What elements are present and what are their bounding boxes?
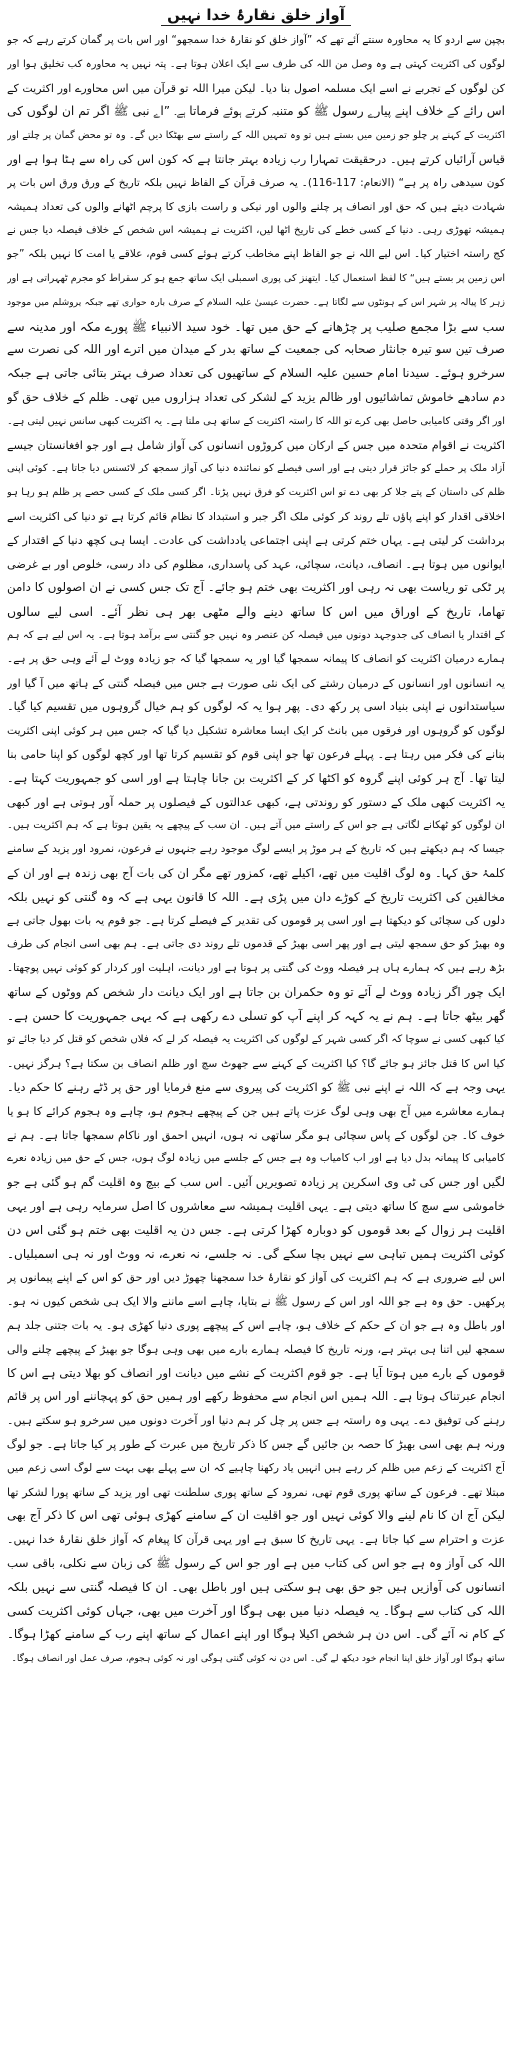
article-line: سرخرو ہوئے۔ سیدنا امام حسین علیہ السلام کے ساتھیوں کی تعداد صرف بہتر بتائی جاتی ہے جبکہ <box>7 366 505 381</box>
article-title: آواز خلق نقارۂ خدا نہیں <box>161 6 351 26</box>
article-line: اور باطل وہ ہے جو ان کے حکم کے خلاف ہو، چاہے اس کے پیچھے پوری دنیا کھڑی ہو۔ یہ بات جتنی جلد ہم <box>7 1319 505 1333</box>
article-line: کے کام نہ آئے گی۔ اس دن ہر شخص اکیلا ہوگا اور اپنے اعمال کے ساتھ اپنے رب کے سامنے کھڑا ہوگا۔ <box>7 1627 505 1642</box>
article-line: اللہ کی کتاب سے ہوگا۔ یہ فیصلہ دنیا میں بھی ہوگا اور آخرت میں بھی، جہاں کوئی اکثریت کسی <box>7 1603 505 1618</box>
article-line: کیا کبھی کسی نے سوچا کہ اگر کسی شہر کے لوگوں کی اکثریت یہ فیصلہ کر لے کہ فلاں شخص کو قتل کر دیا جائے تو <box>7 1034 505 1046</box>
article-line: اکثریت کے کہنے پر چلو جو زمین میں بستے ہیں تو وہ تمہیں اللہ کے راستے سے بھٹکا دیں گے۔ وہ تو محض گمان پر چلتے اور <box>7 130 505 142</box>
article-line: مبتلا تھے۔ فرعون کے ساتھ پوری قوم تھی، نمرود کے ساتھ پوری سلطنت تھی اور یزید کے ساتھ پورا لشکر تھا <box>7 1485 505 1499</box>
article-line: انجام عبرتناک ہوتا ہے۔ اللہ ہمیں اس انجام سے محفوظ رکھے اور ہمیں حق کو پہچاننے اور اس پر قائم <box>7 1389 505 1404</box>
article-line: اس لیے ضروری ہے کہ ہم اکثریت کی آواز کو نقارۂ خدا سمجھنا چھوڑ دیں اور حق کو اس کے اپنے پیمانوں پر <box>7 1271 505 1285</box>
article-line: ہمیشہ تھوڑی رہی۔ دنیا کے کسی خطے کی تاریخ اٹھا لیں، اکثریت نے ہمیشہ اس شخص کے خلاف فیصلہ دیا جس نے <box>7 225 505 237</box>
article-line: ایک چور اگر زیادہ ووٹ لے آئے تو وہ حکمران بن جاتا ہے اور ایک دیانت دار شخص کم ووٹوں کے ساتھ <box>7 984 505 999</box>
article-line: زہر کا پیالہ پر شہر اس کے ہونٹوں سے لگاتا ہے۔ حضرت عیسیٰ علیہ السلام کے صرف بارہ حواری تھے جبکہ یروشلم میں موجود <box>7 296 505 308</box>
article-line: عزت و احترام سے کیا جاتا ہے۔ یہی تاریخ کا سبق ہے اور یہی قرآن کا پیغام کہ آواز خلق نقارۂ خدا نہیں۔ <box>7 1533 505 1547</box>
article-line: یہی وجہ ہے کہ اللہ نے اپنے نبی ﷺ کو اکثریت کی پیروی سے منع فرمایا اور حق پر ڈٹے رہنے کا حکم دیا۔ <box>7 1080 505 1095</box>
article-line: اور اگر وقتی کامیابی حاصل بھی کرے تو اللہ کا راستہ اکثریت کے ساتھ ہی ملتا ہے۔ یہ اکثریت کبھی سانس نہیں لیتی ہے۔ <box>7 415 505 427</box>
article-line: بنانے کی فکر میں رہتا ہے۔ پہلے فرعون تھا جو اپنی قوم کو تقسیم کرتا تھا اور کچھ لوگوں کو اپنا حامی بنا <box>7 747 505 761</box>
article-line: سیاستدانوں نے اپنی بنیاد اسی پر رکھ دی۔ پھر ہوا یہ کہ لوگوں کو ہم خیال گروہوں میں تقسیم کیا گیا۔ <box>7 699 505 714</box>
article-line: سب سے بڑا مجمع صلیب پر چڑھانے کے حق میں تھا۔ خود سید الانبیاء ﷺ پورے مکہ اور مدینہ سے <box>7 318 505 334</box>
article-line: دلوں کی سچائی کو دیکھتا ہے اور اسی پر قوموں کی تقدیر کے فیصلے کرتا ہے۔ جو قوم یہ بات بھول جاتی ہے <box>7 914 505 928</box>
article-line: اکثریت نے اقوام متحدہ میں جس کے ارکان میں کروڑوں انسانوں کی آواز شامل ہے اور جو افغانستان جیسے <box>7 438 505 452</box>
article-line: کیا اس کا قتل جائز ہو جائے گا؟ کیا اکثریت کے کہنے سے جھوٹ سچ اور ظلم انصاف بن سکتا ہے؟ ہرگز نہیں۔ <box>7 1057 505 1071</box>
article-line: جیسا کہ ہم دیکھتے ہیں کہ تاریخ کے ہر موڑ پر ایسے لوگ موجود رہے جنہوں نے فرعون، نمرود اور یزید کے سامنے <box>7 843 505 856</box>
article-line: یہ انسانوں اور انسانوں کے درمیان رشتے کی ایک نئی صورت ہے جس میں فیصلہ گنتی کے ہاتھ میں آ گیا اور <box>7 676 505 690</box>
article-line: دم سادھے خاموش تماشائیوں اور ظالم یزید کے لشکر کی تعداد ہزاروں میں تھی۔ ظلم کے خلاف حق گو <box>7 389 505 404</box>
article-line: برداشت کر لیتی ہے۔ یہاں ختم کرتی ہے اپنی اجتماعی یادداشت کی عادت۔ ایسا ہی کچھ دنیا کے اقتدار کے <box>7 533 505 547</box>
article-line: کامیابی کا پیمانہ بدل دیا ہے اور اب کامیاب وہ ہے جس کے جلسے میں زیادہ لوگ ہوں، جس کے حق میں زیادہ نعرے <box>7 1152 505 1165</box>
article-line: شہادت دیتے ہیں کہ حق اور انصاف پر چلنے والوں اور نیکی و راست بازی کا پرچم اٹھانے والوں کی تعداد ہمیشہ <box>7 200 505 213</box>
article-line: کج راستہ اختیار کیا۔ اس لیے اللہ نے جو الفاظ اپنے مخاطب کرتے ہوئے کسی قوم، علاقے یا امت کا نہیں بلکہ ”جو <box>7 248 505 261</box>
article-line: وہ بھیڑ کو حق سمجھ لیتی ہے اور پھر اسی بھیڑ کے قدموں تلے روند دی جاتی ہے۔ ہم بھی اسی انجام کی طرف <box>7 938 505 951</box>
article-line: بچپن سے اردو کا یہ محاورہ سنتے آئے تھے کہ ”آواز خلق کو نقارۂ خدا سمجھو“ اور اس بات پر گمان کرتے رہے کہ جو <box>7 34 505 46</box>
article-line: ہمارے درمیان اکثریت کو انصاف کا پیمانہ سمجھا گیا اور یہ سمجھا گیا کہ جو زیادہ ووٹ لے آئے وہی حق پر ہے۔ <box>7 652 505 665</box>
article-line: ہمارے معاشرے میں آج بھی وہی لوگ عزت پاتے ہیں جن کے پیچھے ہجوم ہو، چاہے وہ ہجوم کرائے کا ہو یا <box>7 1104 505 1118</box>
article-line: لیتا تھا۔ آج ہر کوئی اپنے گروہ کو اکٹھا کر کے اکثریت بن جانا چاہتا ہے اور اسی کو جمہوریت کہتا ہے۔ <box>7 770 505 785</box>
article-line: یہ اکثریت کبھی ملک کے دستور کو روندتی ہے، کبھی عدالتوں کے فیصلوں پر حملہ آور ہوتی ہے اور کبھی <box>7 794 505 809</box>
article-line: اللہ کی آواز وہ ہے جو اس کی کتاب میں ہے اور جو اس کے رسول ﷺ کی زبان سے نکلی، باقی سب <box>7 1556 505 1570</box>
article-body <box>7 29 505 1671</box>
article-line: اس زمین پر بستے ہیں“ کا لفظ استعمال کیا۔ ایتھنز کی پوری اسمبلی ایک ساتھ جمع ہو کر سقراط کو مجرم ٹھہراتی ہے اور <box>7 272 505 284</box>
article-line: لیکن آج ان کا نام لینے والا کوئی نہیں اور جو اقلیت ان کے سامنے کھڑی ہوئی تھی اس کا ذکر آج بھی <box>7 1508 505 1523</box>
article-line: ظلم کی داستان کے پتے جلا کر بھی دے تو اس اکثریت کو فرق نہیں پڑتا۔ اگر کسی ملک کے کسی حصے پر ظلم ہو رہا ہو <box>7 487 505 499</box>
article-line: قوموں کے بارے میں ہوتا آیا ہے۔ جو قوم اکثریت کے نشے میں دیانت اور انصاف کو بھلا دیتی ہے اس کا <box>7 1365 505 1380</box>
article-line: رہنے کی توفیق دے۔ یہی وہ راستہ ہے جس پر چل کر ہم دنیا اور آخرت دونوں میں سرخرو ہو سکتے ہیں۔ <box>7 1414 505 1428</box>
article-line: ان لوگوں کو ٹھکانے لگاتی ہے جو اس کے راستے میں آتے ہیں۔ ان سب کے پیچھے یہ یقین ہوتا ہے کہ ہم اکثریت ہیں۔ <box>7 820 505 832</box>
article-line: آزاد ملک پر حملے کو جائز قرار دیتی ہے اور اسی فیصلے کو نمائندہ دنیا کی آواز سمجھ کر لائسنس دیا جاتا ہے۔ کوئی اپنی <box>7 463 505 475</box>
article-line: کلمۂ حق کہا۔ وہ لوگ اقلیت میں تھے، اکیلے تھے، کمزور تھے مگر ان کی بات آج بھی زندہ ہے اور ان کے <box>7 865 505 880</box>
article-line: تھاما، تاریخ کے اوراق میں اس کا ساتھ دینے والے مٹھی بھر ہی نظر آئے۔ اسی لیے سالوں <box>7 604 505 620</box>
article-line: سمجھ لیں اتنا ہی بہتر ہے، ورنہ تاریخ کا فیصلہ ہمارے بارے میں بھی وہی ہوگا جو بھیڑ کے پیچھے چلنے والی <box>7 1342 505 1356</box>
article-line: کوئی اکثریت ہمیں تباہی سے نہیں بچا سکے گی۔ نہ جلسے، نہ نعرے، نہ ووٹ اور نہ ہی اسمبلیاں۔ <box>7 1246 505 1261</box>
article-line: لوگوں کو گروہوں اور فرقوں میں بانٹ کر ایک ایسا معاشرہ تشکیل دیا گیا کہ جس میں ہر کوئی اپنی اکثریت <box>7 724 505 738</box>
article-line: اخلاقی اقدار کو اپنے پاؤں تلے روند کر کوئی ملک اگر جبر و استبداد کا نظام قائم کرتا ہے تو دنیا کی اکثریت اسے <box>7 509 505 523</box>
article-line: خوف کا۔ جن لوگوں کے پاس سچائی ہو مگر ساتھی نہ ہوں، انہیں احمق اور ناکام سمجھا جاتا ہے۔ ہم نے <box>7 1128 505 1142</box>
article-line: ورنہ ہم بھی اسی بھیڑ کا حصہ بن جائیں گے جس کا ذکر تاریخ میں عبرت کے طور پر کیا جاتا ہے۔ جو لوگ <box>7 1437 505 1452</box>
article-line: انسانوں کی آوازیں ہیں جو حق بھی ہو سکتی ہیں اور باطل بھی۔ ان کا فیصلہ گنتی سے نہیں بلکہ <box>7 1579 505 1594</box>
article-line: پر ٹکی تو ریاست بھی نہ رہی اور اکثریت بھی ختم ہو جائے۔ آج تک جس کسی نے ان اصولوں کا دامن <box>7 580 505 595</box>
article-line: صرف تین سو تیرہ جانثار صحابہ کی جمعیت کے ساتھ بدر کے میدان میں اترے اور اللہ کی نصرت سے <box>7 342 505 357</box>
article-line: خاموشی سے سچ کا ساتھ دیتی ہے۔ یہی اقلیت ہمیشہ سے معاشروں کا اصل سرمایہ رہی ہے اور یہی <box>7 1199 505 1214</box>
article-line: بڑھ رہے ہیں کہ ہمارے ہاں ہر فیصلہ ووٹ کی گنتی پر ہوتا ہے اور دیانت، اہلیت اور کردار کو کوئی نہیں پوچھتا۔ <box>7 962 505 975</box>
article-line: اس رائے کے خلاف اپنے پیارے رسول ﷺ کو متنبہ کرتے ہوئے فرماتا ہے۔ ”اے نبی ﷺ اگر تم ان لوگوں کی <box>7 104 505 119</box>
article-line: پرکھیں۔ حق وہ ہے جو اللہ اور اس کے رسول ﷺ نے بتایا، چاہے اسے ماننے والا ایک ہی شخص کیوں نہ ہو۔ <box>7 1295 505 1309</box>
article-line: لوگوں کی اکثریت کہتی ہے وہ وصل من اللہ کی طرف سے ایک اعلان ہوتا ہے۔ پتہ نہیں یہ محاورہ کب تخلیق ہوا اور <box>7 58 505 70</box>
article-line: قیاس آرائیاں کرتے ہیں۔ درحقیقت تمہارا رب زیادہ بہتر جانتا ہے کہ کون اس کی راہ سے ہٹا ہوا ہے اور <box>7 151 505 166</box>
article-headline <box>7 4 505 26</box>
article-line: ایوانوں میں ہوتا ہے۔ انصاف، دیانت، سچائی، عہد کی پاسداری، مظلوم کی داد رسی، خلوص اور بے غرضی <box>7 557 505 571</box>
article-line: ساتھ ہوگا اور آواز خلق اپنا انجام خود دیکھ لے گی۔ اس دن نہ کوئی گنتی ہوگی اور نہ کوئی ہجوم، صرف عمل اور انصاف ہوگا۔ <box>11 1653 505 1665</box>
article-line: مخالفین کی اکثریت تاریخ کے کوڑے دان میں پڑی ہے۔ اللہ کا قانون یہی ہے کہ وہ گنتی کو نہیں بلکہ <box>7 889 505 904</box>
article-line: لگیں اور جس کی ٹی وی اسکرین پر زیادہ تصویریں آئیں۔ اس سب کے بیچ وہ اقلیت گم ہو گئی ہے جو <box>7 1175 505 1190</box>
article-line: اقلیت ہر زوال کے بعد قوموں کو دوبارہ کھڑا کرتی ہے۔ جس دن یہ اقلیت بھی ختم ہو گئی اس دن <box>7 1222 505 1237</box>
article-line: آج اکثریت کے زعم میں ظلم کر رہے ہیں انہیں یاد رکھنا چاہیے کہ ان سے پہلے بھی بہت سے لوگ اسی زعم میں <box>7 1461 505 1474</box>
article-line: کون سیدھی راہ پر ہے“ (الانعام: 117-116)۔ یہ صرف قرآن کے الفاظ نہیں بلکہ تاریخ کے ورق ورق اس بات پر <box>7 176 505 189</box>
article-line: کے اقتدار یا انصاف کی جدوجہد دونوں میں فیصلہ کن عنصر وہ نہیں جو گنتی سے برآمد ہوتا ہے۔ یہ اس لیے ہے کہ ہم <box>7 629 505 641</box>
article-line: کن لوگوں کے تجربے نے اسے ایک مسلمہ اصول بنا دیا۔ لیکن میرا اللہ تو قرآن میں اس محاورے اور اکثریت کے <box>7 81 505 95</box>
article-line: گھر بیٹھ جاتا ہے۔ ہم نے یہ کہہ کر اپنے آپ کو تسلی دے رکھی ہے کہ یہی جمہوریت کا حسن ہے۔ <box>7 1008 505 1023</box>
